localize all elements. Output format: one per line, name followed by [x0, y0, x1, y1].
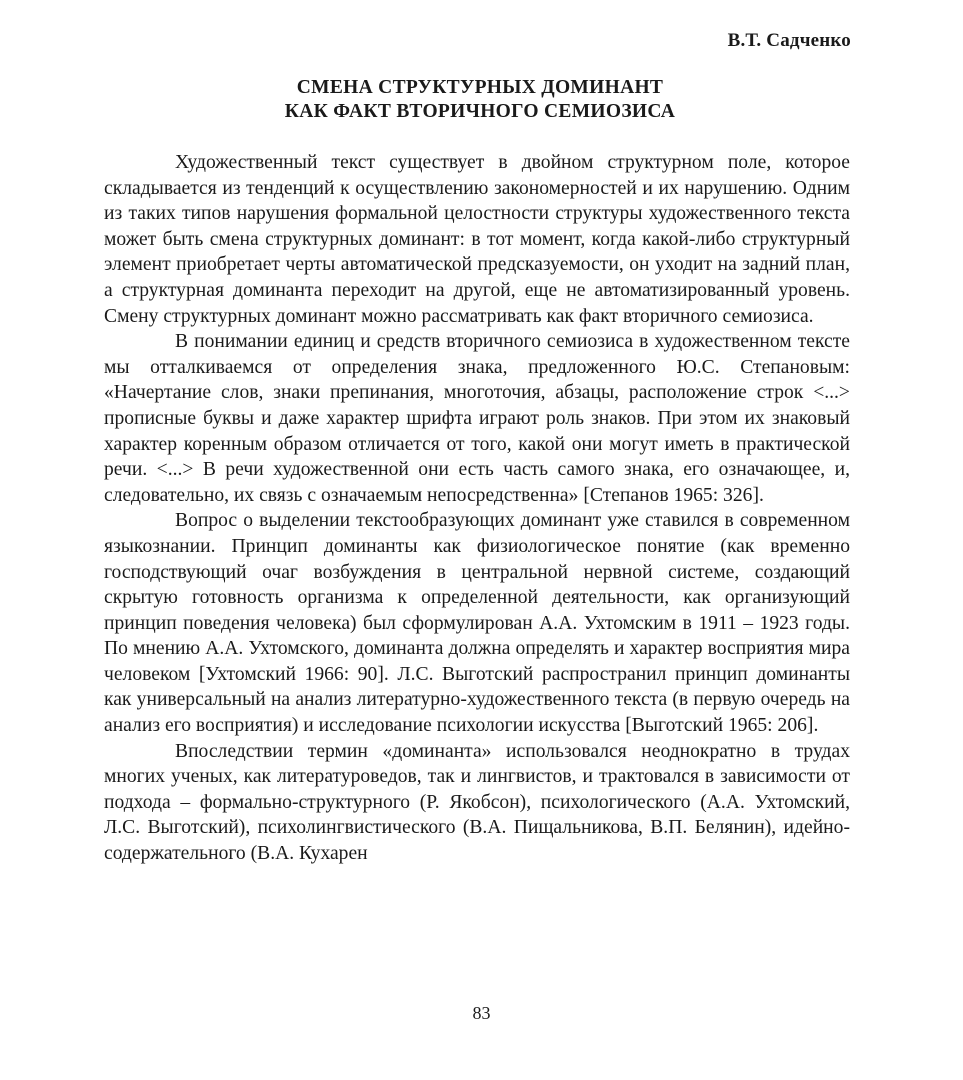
paragraph-4: Впоследствии термин «доминанта» использовался неоднократно в трудах многих ученых, как литературоведов, так и лингвистов, и трактовался в зависимости от подхода – формально-структурного (Р. Якобсон), психологического (А.А. Ухтомский, Л.С. Выготский), психолингвистического (В.А. Пищальникова, В.П. Белянин), идейно-содержательного (В.А. Кухарен: [104, 740, 850, 865]
article-title: [104, 76, 856, 124]
article-body: [104, 150, 850, 867]
paragraph-2: В понимании единиц и средств вторичного семиозиса в художественном тексте мы отталкиваемся от определения знака, предложенного Ю.С. Степановым: «Начертание слов, знаки препинания, многоточия, абзацы, расположение строк <...> прописные буквы и даже характер шрифта играют роль знаков. При этом их знаковый характер коренным образом отличается от того, какой они могут иметь в практической речи. <...> В речи художественной они есть часть самого знака, его означающее, и, следовательно, их связь с означаемым непосредственна» [Степанов 1965: 326].: [104, 331, 850, 506]
article-title-line-2: КАК ФАКТ ВТОРИЧНОГО СЕМИОЗИСА: [284, 101, 676, 122]
running-header-author: В.Т. Садченко: [727, 30, 851, 51]
page-number: 83: [472, 1003, 491, 1023]
paragraph-1: Художественный текст существует в двойном структурном поле, которое складывается из тенденций к осуществлению закономерностей и их нарушению. Одним из таких типов нарушения формальной целостности структуры художественного текста может быть смена структурных доминант: в тот момент, когда какой-либо структурный элемент приобретает черты автоматической предсказуемости, он уходит на задний план, а структурная доминанта переходит на другой, еще не автоматизированный уровень. Смену структурных доминант можно рассматривать как факт вторичного семиозиса.: [104, 152, 850, 327]
article-title-line-1: СМЕНА СТРУКТУРНЫХ ДОМИНАНТ: [296, 77, 664, 98]
paragraph-3: Вопрос о выделении текстообразующих доминант уже ставился в современном языкознании. Принцип доминанты как физиологическое понятие (как временно господствующий очаг возбуждения в центральной нервной системе, создающий скрытую готовность организма к определенной деятельности, как организующий принцип поведения человека) был сформулирован А.А. Ухтомским в 1911 – 1923 годы. По мнению А.А. Ухтомского, доминанта должна определять и характер восприятия мира человеком [Ухтомский 1966: 90]. Л.С. Выготский распространил принцип доминанты как универсальный на анализ литературно-художественного текста (в первую очередь на анализ его восприятия) и исследование психологии искусства [Выготский 1965: 206].: [104, 510, 850, 737]
